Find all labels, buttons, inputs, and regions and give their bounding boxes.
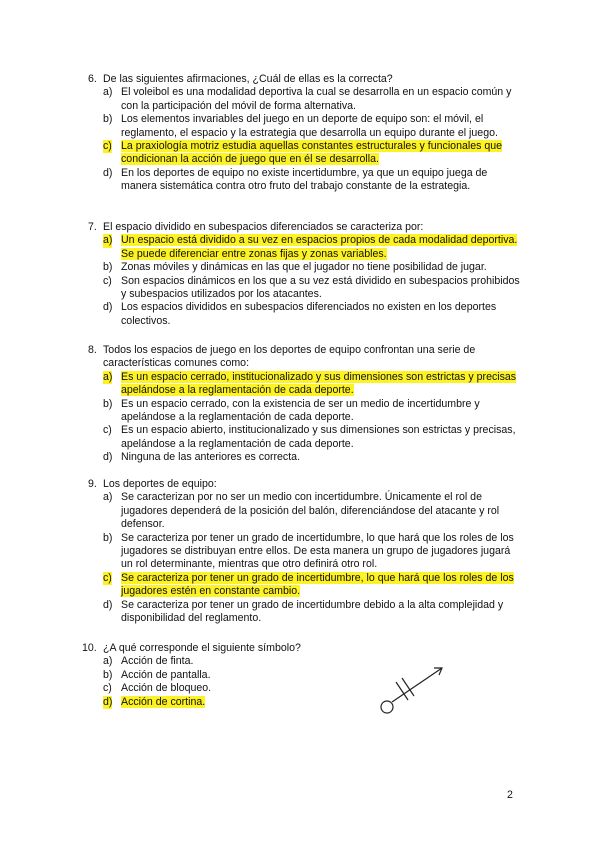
option-text: Es un espacio cerrado, con la existencia de ser un medio de incertidumbre y apelándose a la reglamentación de cada deporte. — [121, 397, 480, 424]
option-letter: d) — [103, 166, 113, 179]
question-text: El espacio dividido en subespacios diferenciados se caracteriza por: — [103, 221, 424, 233]
option-letter: a) — [103, 491, 113, 504]
option-d — [88, 696, 288, 709]
question-9 — [88, 478, 524, 625]
option-a — [88, 491, 524, 531]
option-text-highlighted: Un espacio está dividido a su vez en espacios propios de cada modalidad deportiva. Se puede diferenciar entre zonas fijas y zonas variables. — [121, 234, 518, 260]
option-c — [88, 275, 524, 302]
question-8 — [88, 344, 524, 465]
option-text: Zonas móviles y dinámicas en las que el jugador no tiene posibilidad de jugar. — [121, 261, 487, 274]
option-letter: c) — [103, 682, 112, 695]
player-circle-icon — [381, 701, 393, 713]
option-d — [88, 451, 524, 464]
page-number: 2 — [507, 789, 513, 801]
screen-action-symbol-icon — [372, 660, 452, 720]
action-arrow-line — [392, 668, 442, 702]
option-a — [88, 371, 524, 398]
option-letter: d) — [103, 451, 113, 464]
option-text: Son espacios dinámicos en los que a su vez está dividido en subespacios prohibidos y subespacios utilizados por los atacantes. — [121, 274, 520, 301]
question-stem — [82, 642, 524, 655]
option-text-highlighted: La praxiología motriz estudia aquellas constantes estructurales y funcionales que condicionan la acción de juego que en él se desarrolla. — [121, 140, 503, 166]
question-text: De las siguientes afirmaciones, ¿Cuál de ellas es la correcta? — [103, 73, 393, 85]
option-letter: c) — [103, 571, 112, 584]
option-text-highlighted: Es un espacio cerrado, institucionalizado y sus dimensiones son estrictas y precisas apelándose a la reglamentación de cada deporte. — [121, 370, 517, 397]
question-stem — [88, 344, 524, 371]
option-text: Acción de finta. — [121, 655, 194, 668]
question-number: 10. — [82, 642, 97, 654]
option-letter: a) — [103, 370, 113, 383]
question-number: 8. — [88, 344, 97, 356]
option-text: Es un espacio abierto, institucionalizado y sus dimensiones son estrictas y precisas, apelándose a la reglamentación de cada deporte. — [121, 424, 516, 450]
option-a — [88, 655, 288, 668]
option-letter: b) — [103, 397, 113, 410]
option-text: En los deportes de equipo no existe incertidumbre, ya que un equipo juega de manera sistemática contra otro fruto del trabajo constante de la estrategia. — [121, 166, 488, 193]
question-7 — [88, 221, 524, 328]
question-10 — [82, 642, 524, 709]
option-text: Se caracteriza por tener un grado de incertidumbre debido a la alta complejidad y disponibilidad del reglamento. — [121, 598, 504, 625]
option-text: Se caracteriza por tener un grado de incertidumbre, lo que hará que los roles de los jugadores se distribuyan entre ellos. De esta manera un grupo de jugadores jugará un rol determinante, mientras que otro definirá otro rol. — [121, 531, 514, 571]
question-number: 9. — [88, 478, 97, 490]
option-b — [88, 261, 524, 274]
option-letter: c) — [103, 274, 112, 287]
option-c — [88, 424, 524, 451]
option-text-highlighted: Se caracteriza por tener un grado de incertidumbre, lo que hará que los roles de los jugadores estén en constante cambio. — [121, 571, 514, 598]
option-d — [88, 301, 524, 328]
option-letter: a) — [103, 234, 113, 247]
option-letter: a) — [103, 86, 113, 99]
option-text: Ninguna de las anteriores es correcta. — [121, 451, 301, 464]
option-text-highlighted: Acción de cortina. — [121, 695, 206, 708]
option-letter: b) — [103, 531, 113, 544]
option-text: Se caracterizan por no ser un medio con incertidumbre. Únicamente el rol de jugadores dependerá de la posición del balón, diferenciándose del atacante y rol defensor. — [121, 491, 500, 531]
option-b — [88, 398, 524, 425]
option-c — [88, 140, 524, 167]
option-letter: d) — [103, 695, 113, 708]
option-b — [88, 532, 524, 572]
option-text: Los elementos invariables del juego en un deporte de equipo son: el móvil, el reglamento, el espacio y la estrategia que desarrolla un equipo durante el juego. — [121, 113, 498, 139]
option-letter: d) — [103, 598, 113, 611]
option-c — [88, 572, 524, 599]
option-letter: c) — [103, 140, 112, 153]
question-stem — [88, 478, 524, 491]
option-letter: d) — [103, 301, 113, 314]
question-number: 7. — [88, 221, 97, 233]
question-text: ¿A qué corresponde el siguiente símbolo? — [103, 642, 301, 654]
option-letter: a) — [103, 655, 113, 668]
option-d — [88, 167, 524, 194]
option-text: Acción de bloqueo. — [121, 682, 212, 695]
question-text: Todos los espacios de juego en los deportes de equipo confrontan una serie de características comunes como: — [103, 344, 476, 370]
question-number: 6. — [88, 73, 97, 85]
option-text: Los espacios divididos en subespacios diferenciados no existen en los deportes colectivos. — [121, 301, 497, 327]
option-letter: b) — [103, 113, 113, 126]
option-d — [88, 599, 524, 626]
option-a — [88, 86, 524, 113]
question-6 — [88, 73, 524, 194]
option-letter: b) — [103, 668, 113, 681]
option-b — [88, 669, 288, 682]
option-letter: b) — [103, 261, 113, 274]
question-stem — [88, 73, 524, 86]
option-letter: c) — [103, 424, 112, 437]
option-a — [88, 234, 524, 261]
option-text: El voleibol es una modalidad deportiva la cual se desarrolla en un espacio común y con la participación del móvil de forma alternativa. — [121, 86, 512, 112]
question-stem — [88, 221, 524, 234]
option-c — [88, 682, 288, 695]
option-b — [88, 113, 524, 140]
question-text: Los deportes de equipo: — [103, 478, 217, 490]
option-text: Acción de pantalla. — [121, 668, 211, 681]
